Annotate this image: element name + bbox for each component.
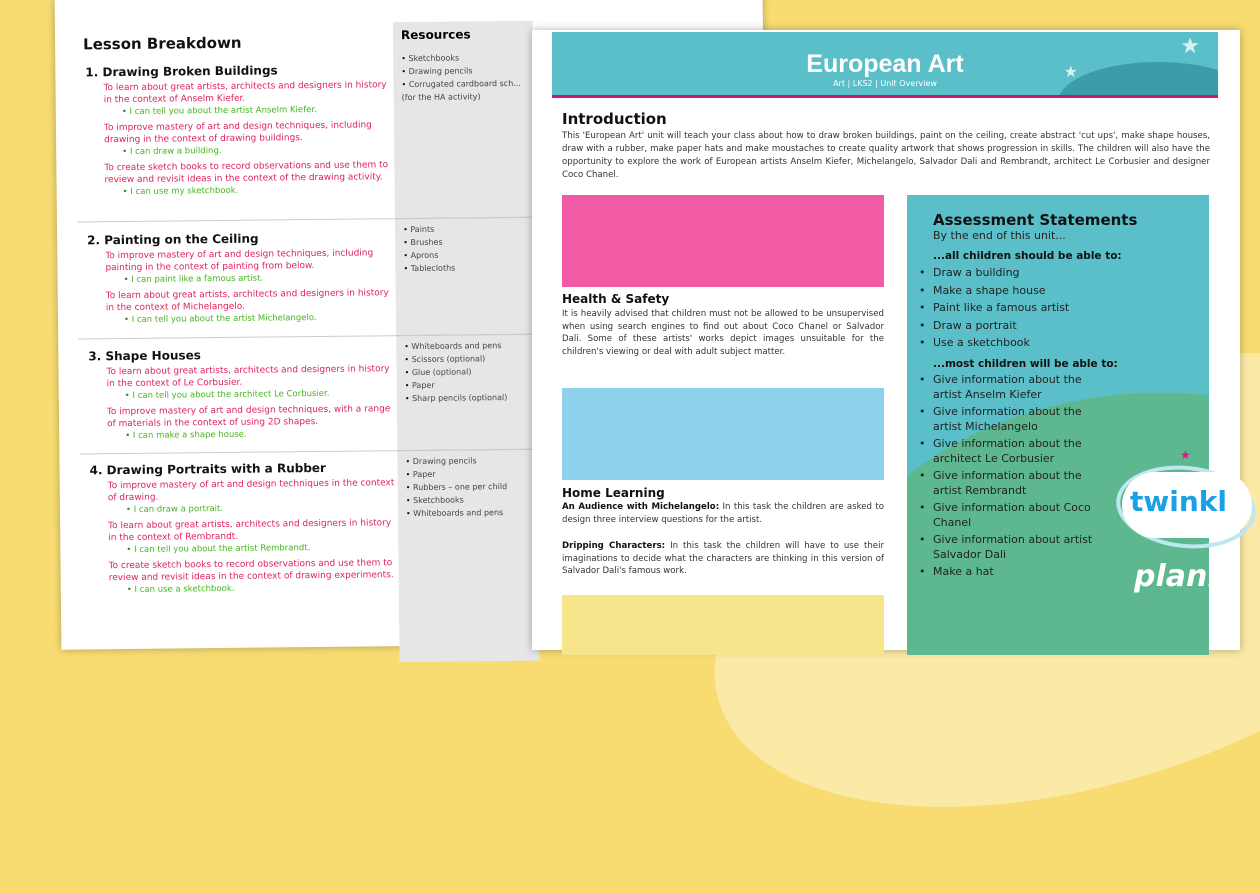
intro-heading: Introduction (562, 110, 667, 128)
planit-logo: planit (1134, 559, 1232, 594)
i-can-statement: • I can paint like a famous artist. (87, 271, 392, 287)
i-can-statement: • I can draw a building. (86, 143, 391, 159)
task-text: In this task the children will have to use their imaginations to decide what the characters are thinking in this version of Salvador Dali's famous work. (562, 541, 884, 576)
resource-item: • Sketchbooks (406, 493, 530, 507)
resource-list (395, 217, 536, 279)
objective: To learn about great artists, architects and designers in history in the context of Michelangelo. (105, 288, 389, 314)
i-can-statement: • I can tell you about the architect Le Corbusier. (89, 387, 394, 403)
resources-column (393, 21, 540, 662)
resource-item: • Corrugated cardboard sch... (for the HA activity) (401, 77, 525, 104)
star-icon: ★ (1180, 448, 1191, 462)
objective: To learn about great artists, architects and designers in history in the context of Rembrandt. (108, 518, 392, 544)
task-label: Dripping Characters: (562, 541, 666, 551)
resource-item: • Paper (405, 378, 529, 392)
title-banner (552, 32, 1218, 98)
star-icon: ★ (1180, 34, 1200, 59)
assessment-item: • Paint like a famous artist (933, 299, 1203, 317)
resource-item: • Drawing pencils (401, 64, 525, 78)
assessment-item: • Give information about Coco Chanel (933, 500, 1113, 530)
objective: To improve mastery of art and design techniques in the context of drawing. (107, 478, 395, 504)
page-title: Lesson Breakdown (82, 33, 242, 54)
health-text: It is heavily advised that children must not be allowed to be unsupervised when using search engines to find out about Coco Chanel or Salvador Dali. Some of these artists' works depict images unsuitable for the children's viewing or deal with adult subject matter. (562, 309, 884, 357)
lesson-title: 1. Drawing Broken Buildings (85, 63, 278, 80)
resource-list (397, 449, 538, 524)
intro-text: This 'European Art' unit will teach your class about how to draw broken buildings, paint on the ceiling, create abstract 'cut ups', make shape houses, draw with a rubber, make paper hats and make moustaches to create quality artwork that shows progression in skills. The children will also have the opportunity to explore the work of European artists Anselm Kiefer, Michelangelo, Salvador Dali and Rembrandt, architect Le Corbusier and designer Coco Chanel. (562, 131, 1210, 180)
i-can-statement: • I can tell you about the artist Rembrandt. (90, 541, 395, 557)
resource-item: • Paints (403, 222, 527, 236)
assessment-item: • Draw a building (933, 264, 1203, 282)
assessment-item: • Give information about artist Salvador Dali (933, 532, 1113, 562)
objective: To improve mastery of art and design techniques, including painting in the context of painting from below. (105, 248, 374, 274)
assessment-item: • Make a hat (933, 564, 1113, 579)
unit-subtitle: Art | LKS2 | Unit Overview (833, 79, 937, 88)
i-can-statement: • I can tell you about the artist Michelangelo. (88, 311, 393, 327)
resource-item: • Rubbers – one per child (406, 480, 530, 494)
objective: To learn about great artists, architects and designers in history in the context of Anselm Kiefer. (103, 80, 387, 106)
home-learning-heading: Home Learning (562, 486, 665, 500)
objective: To create sketch books to record observations and use them to review and revisit ideas in the context of drawing experiments. (108, 558, 394, 584)
i-can-statement: • I can make a shape house. (89, 427, 394, 443)
assessment-item: • Give information about the architect Le Corbusier (933, 436, 1113, 466)
illustration-child-drawing (562, 388, 884, 480)
objective: To improve mastery of art and design techniques, with a range of materials in the context of using 2D shapes. (106, 404, 391, 430)
unit-title: European Art (806, 50, 964, 78)
lesson-title: 4. Drawing Portraits with a Rubber (89, 460, 327, 478)
i-can-statement: • I can draw a portrait. (90, 501, 395, 517)
lesson-title: 2. Painting on the Ceiling (87, 231, 259, 248)
assessment-item: • Give information about the artist Rembrandt (933, 468, 1113, 498)
lesson-title: 3. Shape Houses (88, 348, 201, 364)
all-heading: ...all children should be able to: (933, 250, 1122, 262)
objective: To learn about great artists, architects and designers in history in the context of Le Corbusier. (106, 364, 390, 390)
home-learning-item (562, 540, 884, 578)
task-label: An Audience with Michelangelo: (562, 502, 720, 512)
task-text: In this task the children are asked to design three interview questions for the artist. (562, 502, 884, 525)
lesson (88, 346, 394, 443)
resource-item: • Brushes (403, 235, 527, 249)
resource-list (393, 47, 534, 108)
resource-item: • Paper (406, 467, 530, 481)
most-heading: ...most children will be able to: (933, 357, 1118, 370)
assessment-item: • Draw a portrait (933, 317, 1203, 335)
resource-item: • Whiteboards and pens (406, 506, 530, 520)
assessment-item: • Make a shape house (933, 282, 1203, 300)
lesson (89, 460, 395, 597)
illustration-broken-buildings (562, 195, 884, 287)
resource-item: • Sketchbooks (401, 51, 525, 65)
assessment-intro: By the end of this unit... (933, 229, 1066, 242)
lesson (85, 62, 391, 199)
resource-item: • Aprons (403, 248, 527, 262)
assessment-item: • Use a sketchbook (933, 334, 1203, 352)
resource-item: • Drawing pencils (405, 454, 529, 468)
assessment-title: Assessment Statements (933, 211, 1138, 229)
objective: To create sketch books to record observations and use them to review and revisit ideas in the context of the drawing activity. (104, 160, 389, 186)
assessment-item: • Give information about the artist Michelangelo (933, 404, 1113, 434)
objective: To improve mastery of art and design techniques, including drawing in the context of drawing buildings. (103, 120, 372, 146)
unit-overview-page (532, 30, 1240, 650)
star-icon: ★ (1063, 62, 1078, 81)
illustration-characters (562, 595, 884, 655)
resources-title: Resources (400, 27, 471, 43)
resource-list (396, 334, 537, 409)
lesson (87, 230, 393, 327)
health-heading: Health & Safety (562, 292, 670, 306)
i-can-statement: • I can use my sketchbook. (87, 183, 392, 199)
resource-item: • Glue (optional) (404, 365, 528, 379)
home-learning-item (562, 501, 884, 526)
resource-item: • Tablecloths (403, 261, 527, 275)
i-can-statement: • I can tell you about the artist Anselm Kiefer. (86, 103, 391, 119)
twinkl-logo: twinkl (1130, 485, 1228, 518)
resource-item: • Sharp pencils (optional) (405, 391, 529, 405)
assessment-item: • Give information about the artist Anselm Kiefer (933, 372, 1113, 402)
resource-item: • Scissors (optional) (404, 352, 528, 366)
resource-item: • Whiteboards and pens (404, 339, 528, 353)
i-can-statement: • I can use a sketchbook. (91, 581, 396, 597)
